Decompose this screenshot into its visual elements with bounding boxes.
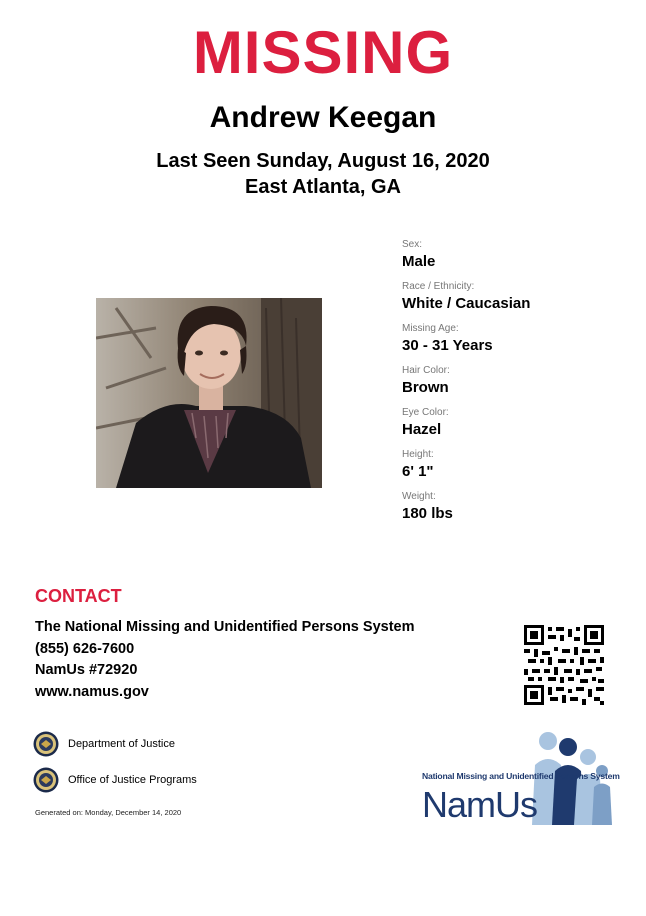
detail-value: White / Caucasian <box>402 295 531 312</box>
detail-height <box>402 448 622 481</box>
detail-sex <box>402 238 622 271</box>
agency-name: Office of Justice Programs <box>68 774 197 786</box>
missing-headline: MISSING <box>192 19 454 86</box>
contact-heading: CONTACT <box>35 586 122 606</box>
last-seen-location: East Atlanta, GA <box>245 176 401 198</box>
last-seen-block <box>0 148 646 200</box>
detail-missing-age <box>402 322 622 355</box>
contact-organization: The National Missing and Unidentified Persons System <box>35 619 415 635</box>
detail-value: Brown <box>402 379 449 396</box>
qr-code-icon <box>524 625 604 705</box>
detail-race <box>402 280 622 313</box>
namus-logo <box>420 725 620 830</box>
generated-date: Generated on: Monday, December 14, 2020 <box>35 808 182 817</box>
detail-hair-color <box>402 364 622 397</box>
contact-website-link[interactable]: www.namus.gov <box>35 683 149 700</box>
missing-person-photo <box>96 298 322 488</box>
last-seen-date: Last Seen Sunday, August 16, 2020 <box>156 150 490 172</box>
contact-info <box>35 617 415 703</box>
detail-label: Sex: <box>402 239 423 250</box>
detail-label: Missing Age: <box>402 323 459 334</box>
agency-doj <box>33 731 175 757</box>
detail-value: 30 - 31 Years <box>402 337 493 354</box>
detail-label: Weight: <box>402 491 436 502</box>
contact-case-number: NamUs #72920 <box>35 662 138 678</box>
detail-value: 6' 1" <box>402 463 434 480</box>
detail-label: Eye Color: <box>402 407 449 418</box>
detail-eye-color <box>402 406 622 439</box>
namus-wordmark: NamUs <box>422 784 538 825</box>
agency-ojp <box>33 767 197 793</box>
person-details <box>402 238 622 532</box>
detail-label: Hair Color: <box>402 365 450 376</box>
contact-phone[interactable]: (855) 626-7600 <box>35 640 135 657</box>
detail-label: Height: <box>402 449 434 460</box>
detail-weight <box>402 490 622 523</box>
person-name: Andrew Keegan <box>209 101 437 134</box>
detail-value: Hazel <box>402 421 442 438</box>
doj-seal-icon <box>33 731 59 757</box>
detail-value: 180 lbs <box>402 505 453 522</box>
detail-value: Male <box>402 253 436 270</box>
agency-name: Department of Justice <box>68 738 175 750</box>
detail-label: Race / Ethnicity: <box>402 281 475 292</box>
doj-seal-icon <box>33 767 59 793</box>
namus-tagline: National Missing and Unidentified Persons System <box>422 771 620 781</box>
